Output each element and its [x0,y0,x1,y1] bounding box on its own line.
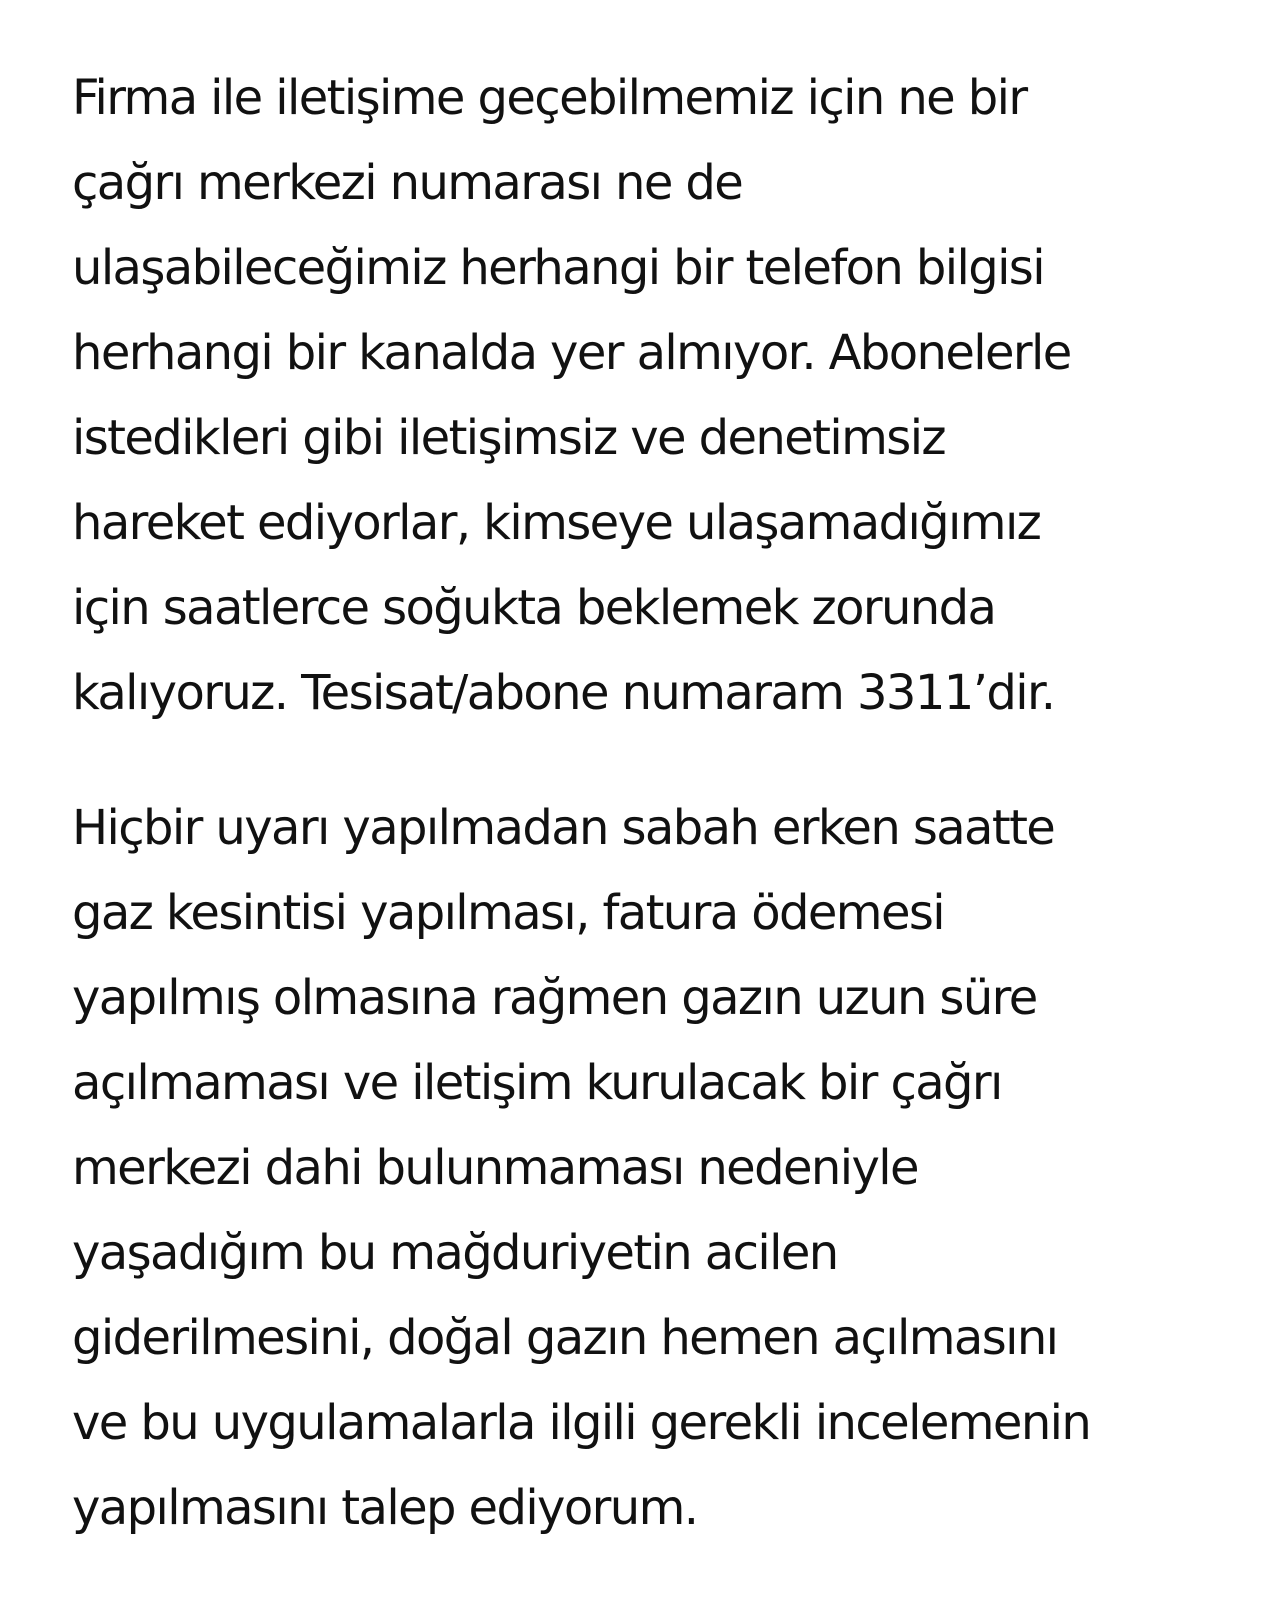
text-line: merkezi dahi bulunmaması nedeniyle [72,1140,918,1196]
text-line: Hiçbir uyarı yapılmadan sabah erken saatte [72,800,1055,856]
text-line: ve bu uygulamalarla ilgili gerekli incelemenin [72,1395,1091,1451]
text-line: yapılmış olmasına rağmen gazın uzun süre [72,970,1037,1026]
text-line: hareket ediyorlar, kimseye ulaşamadığımız [72,495,1041,551]
text-line: açılmaması ve iletişim kurulacak bir çağrı [72,1055,1002,1111]
paragraph-spacer [72,736,1200,786]
complaint-paragraph-1 [72,56,1200,736]
text-line: çağrı merkezi numarası ne de [72,155,743,211]
text-line: herhangi bir kanalda yer almıyor. Abonelerle [72,325,1071,381]
text-line: kalıyoruz. Tesisat/abone numaram 3311’dir. [72,665,1055,721]
text-line: yaşadığım bu mağduriyetin acilen [72,1225,838,1281]
text-line: yapılmasını talep ediyorum. [72,1480,698,1536]
text-line: giderilmesini, doğal gazın hemen açılmasını [72,1310,1058,1366]
text-line: ulaşabileceğimiz herhangi bir telefon bilgisi [72,240,1044,296]
text-line: Firma ile iletişime geçebilmemiz için ne bir [72,70,1027,126]
text-line: için saatlerce soğukta beklemek zorunda [72,580,996,636]
text-line: istedikleri gibi iletişimsiz ve denetimsiz [72,410,946,466]
complaint-paragraph-2 [72,786,1200,1551]
text-line: gaz kesintisi yapılması, fatura ödemesi [72,885,945,941]
